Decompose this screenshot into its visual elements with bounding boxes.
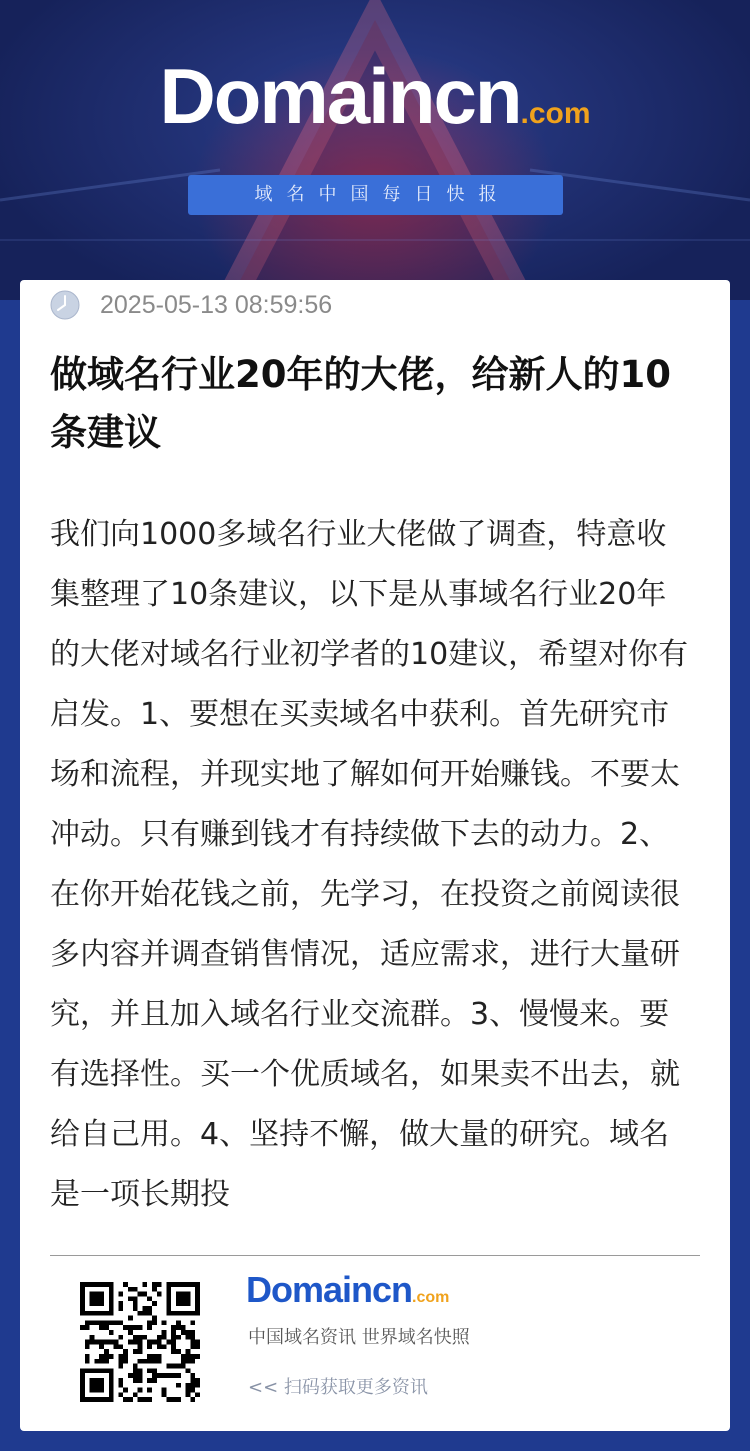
footer-divider — [50, 1255, 700, 1256]
clock-icon — [50, 290, 80, 320]
daily-news-subtitle: 域名中国每日快报 — [188, 175, 563, 215]
article-body: 我们向1000多域名行业大佬做了调查，特意收集整理了10条建议，以下是从事域名行业20年的大佬对域名行业初学者的10建议，希望对你有启发。1、要想在买卖域名中获利。首先研究市场和流程，并现实地了解如何开始赚钱。不要太冲动。只有赚到钱才有持续做下去的动力。2、在你开始花钱之前，先学习，在投资之前阅读很多内容并调查销售情况，适应需求，进行大量研究，并且加入域名行业交流群。3、慢慢来。要有选择性。买一个优质域名，如果卖不出去，就给自己用。4、坚持不懈，做大量的研究。域名是一项长期投 — [50, 517, 689, 1212]
footer-tagline: 中国域名资讯 世界域名快照 — [248, 1327, 470, 1348]
logo-suffix-text: .com — [520, 97, 591, 130]
publish-date: 2025-05-13 08:59:56 — [100, 291, 333, 319]
scan-hint: << 扫码获取更多资讯 — [248, 1377, 428, 1398]
footer-logo — [246, 1270, 449, 1310]
article-title: 做域名行业20年的大佬，给新人的10条建议 — [50, 353, 671, 454]
qr-code — [80, 1282, 200, 1402]
footer-logo-main: Domaincn — [246, 1269, 413, 1310]
logo-main-text: Domaincn — [159, 52, 521, 140]
header-banner — [0, 0, 750, 300]
article-card — [20, 280, 730, 1431]
footer-logo-suffix: .com — [412, 1289, 450, 1306]
domaincn-logo — [0, 52, 750, 158]
